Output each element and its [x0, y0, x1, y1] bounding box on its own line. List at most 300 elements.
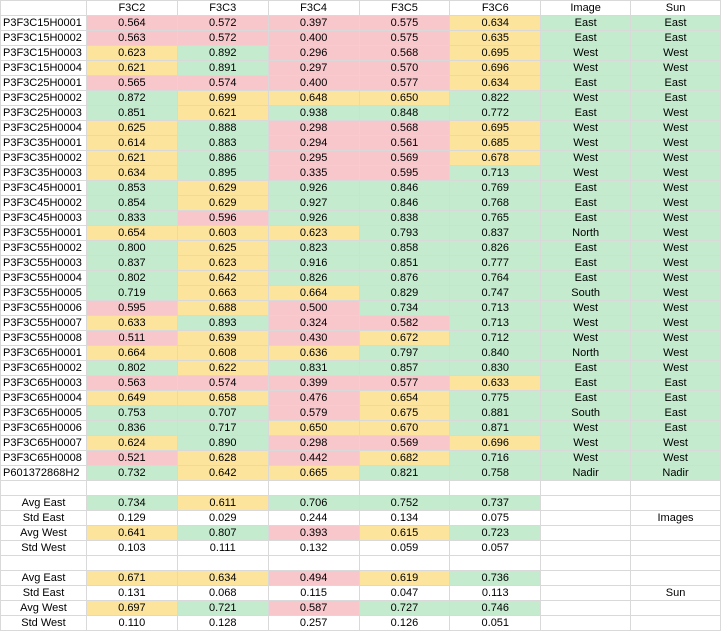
sun-cell[interactable]: West — [631, 211, 721, 226]
row-label-cell[interactable]: P3F3C65H0006 — [1, 421, 87, 436]
sun-cell[interactable]: East — [631, 421, 721, 436]
summary-value-cell[interactable]: 0.727 — [359, 601, 450, 616]
row-label-cell[interactable]: P3F3C35H0001 — [1, 136, 87, 151]
value-cell[interactable]: 0.854 — [86, 196, 177, 211]
value-cell[interactable]: 0.575 — [359, 16, 450, 31]
empty-cell[interactable] — [541, 481, 631, 496]
value-cell[interactable]: 0.678 — [450, 151, 541, 166]
value-cell[interactable]: 0.938 — [268, 106, 359, 121]
value-cell[interactable]: 0.895 — [177, 166, 268, 181]
value-cell[interactable]: 0.625 — [177, 241, 268, 256]
value-cell[interactable]: 0.642 — [177, 466, 268, 481]
row-label-cell[interactable]: P3F3C55H0001 — [1, 226, 87, 241]
sun-cell[interactable]: West — [631, 196, 721, 211]
value-cell[interactable]: 0.670 — [359, 421, 450, 436]
value-cell[interactable]: 0.886 — [177, 151, 268, 166]
value-cell[interactable]: 0.881 — [450, 406, 541, 421]
value-cell[interactable]: 0.695 — [450, 46, 541, 61]
sun-cell[interactable]: West — [631, 151, 721, 166]
image-cell[interactable]: West — [541, 151, 631, 166]
value-cell[interactable]: 0.772 — [450, 106, 541, 121]
value-cell[interactable]: 0.297 — [268, 61, 359, 76]
value-cell[interactable]: 0.642 — [177, 271, 268, 286]
value-cell[interactable]: 0.650 — [268, 421, 359, 436]
value-cell[interactable]: 0.335 — [268, 166, 359, 181]
value-cell[interactable]: 0.658 — [177, 391, 268, 406]
value-cell[interactable]: 0.572 — [177, 16, 268, 31]
empty-cell[interactable] — [450, 481, 541, 496]
image-cell[interactable]: East — [541, 376, 631, 391]
column-header-1[interactable]: F3C2 — [86, 1, 177, 16]
summary-value-cell[interactable]: 0.110 — [86, 616, 177, 631]
sun-cell[interactable]: West — [631, 136, 721, 151]
sun-cell[interactable]: East — [631, 16, 721, 31]
value-cell[interactable]: 0.765 — [450, 211, 541, 226]
summary-value-cell[interactable]: 0.111 — [177, 541, 268, 556]
value-cell[interactable]: 0.764 — [450, 271, 541, 286]
summary-value-cell[interactable]: 0.115 — [268, 586, 359, 601]
value-cell[interactable]: 0.621 — [177, 106, 268, 121]
image-cell[interactable]: West — [541, 121, 631, 136]
value-cell[interactable]: 0.629 — [177, 181, 268, 196]
sun-cell[interactable]: West — [631, 301, 721, 316]
value-cell[interactable]: 0.564 — [86, 16, 177, 31]
row-label-cell[interactable]: P3F3C65H0008 — [1, 451, 87, 466]
value-cell[interactable]: 0.654 — [359, 391, 450, 406]
sun-cell[interactable]: West — [631, 436, 721, 451]
value-cell[interactable]: 0.577 — [359, 76, 450, 91]
summary-value-cell[interactable]: 0.746 — [450, 601, 541, 616]
summary-value-cell[interactable]: 0.736 — [450, 571, 541, 586]
value-cell[interactable]: 0.846 — [359, 181, 450, 196]
empty-cell[interactable] — [541, 601, 631, 616]
empty-cell[interactable] — [631, 601, 721, 616]
summary-value-cell[interactable]: 0.131 — [86, 586, 177, 601]
value-cell[interactable]: 0.713 — [450, 316, 541, 331]
sun-cell[interactable]: West — [631, 256, 721, 271]
summary-value-cell[interactable]: 0.047 — [359, 586, 450, 601]
value-cell[interactable]: 0.629 — [177, 196, 268, 211]
row-label-cell[interactable]: P3F3C55H0003 — [1, 256, 87, 271]
row-label-cell[interactable]: P3F3C15H0003 — [1, 46, 87, 61]
empty-cell[interactable] — [86, 556, 177, 571]
row-label-cell[interactable]: P3F3C25H0002 — [1, 91, 87, 106]
value-cell[interactable]: 0.295 — [268, 151, 359, 166]
summary-value-cell[interactable]: 0.697 — [86, 601, 177, 616]
value-cell[interactable]: 0.574 — [177, 76, 268, 91]
value-cell[interactable]: 0.430 — [268, 331, 359, 346]
summary-value-cell[interactable]: 0.126 — [359, 616, 450, 631]
value-cell[interactable]: 0.821 — [359, 466, 450, 481]
value-cell[interactable]: 0.713 — [450, 166, 541, 181]
empty-cell[interactable] — [631, 571, 721, 586]
summary-value-cell[interactable]: 0.641 — [86, 526, 177, 541]
value-cell[interactable]: 0.734 — [359, 301, 450, 316]
sun-cell[interactable]: West — [631, 61, 721, 76]
sun-cell[interactable]: West — [631, 241, 721, 256]
sun-cell[interactable]: West — [631, 271, 721, 286]
empty-cell[interactable] — [541, 496, 631, 511]
value-cell[interactable]: 0.569 — [359, 436, 450, 451]
summary-value-cell[interactable]: 0.059 — [359, 541, 450, 556]
value-cell[interactable]: 0.837 — [86, 256, 177, 271]
image-cell[interactable]: East — [541, 256, 631, 271]
sun-cell[interactable]: East — [631, 76, 721, 91]
row-label-cell[interactable]: P601372868H2 — [1, 466, 87, 481]
empty-cell[interactable] — [541, 526, 631, 541]
sun-cell[interactable]: West — [631, 46, 721, 61]
row-label-cell[interactable]: P3F3C55H0002 — [1, 241, 87, 256]
value-cell[interactable]: 0.926 — [268, 211, 359, 226]
row-label-cell[interactable]: P3F3C55H0007 — [1, 316, 87, 331]
row-label-cell[interactable]: P3F3C65H0007 — [1, 436, 87, 451]
sun-cell[interactable]: East — [631, 406, 721, 421]
value-cell[interactable]: 0.621 — [86, 61, 177, 76]
summary-label-cell[interactable]: Std West — [1, 541, 87, 556]
value-cell[interactable]: 0.568 — [359, 46, 450, 61]
value-cell[interactable]: 0.663 — [177, 286, 268, 301]
value-cell[interactable]: 0.871 — [450, 421, 541, 436]
summary-group-label[interactable]: Sun — [631, 586, 721, 601]
value-cell[interactable]: 0.633 — [86, 316, 177, 331]
summary-value-cell[interactable]: 0.737 — [450, 496, 541, 511]
value-cell[interactable]: 0.563 — [86, 376, 177, 391]
image-cell[interactable]: East — [541, 76, 631, 91]
value-cell[interactable]: 0.664 — [268, 286, 359, 301]
value-cell[interactable]: 0.836 — [86, 421, 177, 436]
value-cell[interactable]: 0.696 — [450, 61, 541, 76]
image-cell[interactable]: West — [541, 451, 631, 466]
row-label-cell[interactable]: P3F3C65H0001 — [1, 346, 87, 361]
summary-value-cell[interactable]: 0.113 — [450, 586, 541, 601]
value-cell[interactable]: 0.399 — [268, 376, 359, 391]
image-cell[interactable]: East — [541, 211, 631, 226]
summary-label-cell[interactable]: Std East — [1, 586, 87, 601]
value-cell[interactable]: 0.682 — [359, 451, 450, 466]
value-cell[interactable]: 0.831 — [268, 361, 359, 376]
sun-cell[interactable]: West — [631, 451, 721, 466]
value-cell[interactable]: 0.927 — [268, 196, 359, 211]
row-label-cell[interactable]: P3F3C45H0001 — [1, 181, 87, 196]
value-cell[interactable]: 0.858 — [359, 241, 450, 256]
image-cell[interactable]: West — [541, 331, 631, 346]
summary-value-cell[interactable]: 0.752 — [359, 496, 450, 511]
image-cell[interactable]: West — [541, 136, 631, 151]
row-label-cell[interactable]: P3F3C55H0008 — [1, 331, 87, 346]
summary-value-cell[interactable]: 0.029 — [177, 511, 268, 526]
column-header-5[interactable]: F3C6 — [450, 1, 541, 16]
image-cell[interactable]: South — [541, 286, 631, 301]
summary-value-cell[interactable]: 0.634 — [177, 571, 268, 586]
row-label-cell[interactable]: P3F3C65H0005 — [1, 406, 87, 421]
value-cell[interactable]: 0.775 — [450, 391, 541, 406]
row-label-cell[interactable]: P3F3C15H0001 — [1, 16, 87, 31]
column-header-4[interactable]: F3C5 — [359, 1, 450, 16]
value-cell[interactable]: 0.696 — [450, 436, 541, 451]
value-cell[interactable]: 0.838 — [359, 211, 450, 226]
value-cell[interactable]: 0.649 — [86, 391, 177, 406]
sun-cell[interactable]: East — [631, 31, 721, 46]
empty-cell[interactable] — [268, 556, 359, 571]
value-cell[interactable]: 0.635 — [450, 31, 541, 46]
value-cell[interactable]: 0.833 — [86, 211, 177, 226]
value-cell[interactable]: 0.747 — [450, 286, 541, 301]
value-cell[interactable]: 0.298 — [268, 436, 359, 451]
summary-value-cell[interactable]: 0.723 — [450, 526, 541, 541]
value-cell[interactable]: 0.851 — [86, 106, 177, 121]
sun-cell[interactable]: West — [631, 121, 721, 136]
empty-cell[interactable] — [268, 481, 359, 496]
sun-cell[interactable]: East — [631, 391, 721, 406]
row-label-cell[interactable]: P3F3C35H0003 — [1, 166, 87, 181]
value-cell[interactable]: 0.654 — [86, 226, 177, 241]
value-cell[interactable]: 0.699 — [177, 91, 268, 106]
value-cell[interactable]: 0.768 — [450, 196, 541, 211]
value-cell[interactable]: 0.829 — [359, 286, 450, 301]
image-cell[interactable]: East — [541, 391, 631, 406]
summary-value-cell[interactable]: 0.257 — [268, 616, 359, 631]
value-cell[interactable]: 0.872 — [86, 91, 177, 106]
value-cell[interactable]: 0.822 — [450, 91, 541, 106]
row-label-cell[interactable]: P3F3C65H0003 — [1, 376, 87, 391]
value-cell[interactable]: 0.826 — [450, 241, 541, 256]
empty-cell[interactable] — [631, 616, 721, 631]
empty-cell[interactable] — [1, 481, 87, 496]
summary-value-cell[interactable]: 0.393 — [268, 526, 359, 541]
value-cell[interactable]: 0.572 — [177, 31, 268, 46]
value-cell[interactable]: 0.802 — [86, 271, 177, 286]
value-cell[interactable]: 0.563 — [86, 31, 177, 46]
summary-value-cell[interactable]: 0.706 — [268, 496, 359, 511]
empty-cell[interactable] — [359, 556, 450, 571]
row-label-cell[interactable]: P3F3C25H0004 — [1, 121, 87, 136]
image-cell[interactable]: West — [541, 301, 631, 316]
value-cell[interactable]: 0.298 — [268, 121, 359, 136]
value-cell[interactable]: 0.634 — [86, 166, 177, 181]
column-header-6[interactable]: Image — [541, 1, 631, 16]
image-cell[interactable]: East — [541, 271, 631, 286]
value-cell[interactable]: 0.568 — [359, 121, 450, 136]
summary-value-cell[interactable]: 0.103 — [86, 541, 177, 556]
image-cell[interactable]: West — [541, 421, 631, 436]
summary-value-cell[interactable]: 0.619 — [359, 571, 450, 586]
summary-label-cell[interactable]: Avg East — [1, 496, 87, 511]
row-label-cell[interactable]: P3F3C15H0004 — [1, 61, 87, 76]
summary-value-cell[interactable]: 0.615 — [359, 526, 450, 541]
value-cell[interactable]: 0.802 — [86, 361, 177, 376]
value-cell[interactable]: 0.926 — [268, 181, 359, 196]
value-cell[interactable]: 0.575 — [359, 31, 450, 46]
value-cell[interactable]: 0.732 — [86, 466, 177, 481]
sun-cell[interactable]: West — [631, 346, 721, 361]
value-cell[interactable]: 0.876 — [359, 271, 450, 286]
sun-cell[interactable]: West — [631, 181, 721, 196]
image-cell[interactable]: West — [541, 91, 631, 106]
value-cell[interactable]: 0.758 — [450, 466, 541, 481]
empty-cell[interactable] — [541, 586, 631, 601]
image-cell[interactable]: West — [541, 436, 631, 451]
value-cell[interactable]: 0.840 — [450, 346, 541, 361]
value-cell[interactable]: 0.823 — [268, 241, 359, 256]
value-cell[interactable]: 0.595 — [359, 166, 450, 181]
sun-cell[interactable]: West — [631, 166, 721, 181]
summary-value-cell[interactable]: 0.132 — [268, 541, 359, 556]
value-cell[interactable]: 0.603 — [177, 226, 268, 241]
row-label-cell[interactable]: P3F3C65H0002 — [1, 361, 87, 376]
summary-value-cell[interactable]: 0.129 — [86, 511, 177, 526]
value-cell[interactable]: 0.717 — [177, 421, 268, 436]
value-cell[interactable]: 0.324 — [268, 316, 359, 331]
summary-value-cell[interactable]: 0.587 — [268, 601, 359, 616]
value-cell[interactable]: 0.500 — [268, 301, 359, 316]
value-cell[interactable]: 0.777 — [450, 256, 541, 271]
summary-label-cell[interactable]: Avg East — [1, 571, 87, 586]
value-cell[interactable]: 0.892 — [177, 46, 268, 61]
row-label-cell[interactable]: P3F3C25H0003 — [1, 106, 87, 121]
column-header-3[interactable]: F3C4 — [268, 1, 359, 16]
value-cell[interactable]: 0.890 — [177, 436, 268, 451]
value-cell[interactable]: 0.633 — [450, 376, 541, 391]
empty-cell[interactable] — [541, 511, 631, 526]
empty-cell[interactable] — [541, 556, 631, 571]
summary-value-cell[interactable]: 0.611 — [177, 496, 268, 511]
image-cell[interactable]: North — [541, 226, 631, 241]
value-cell[interactable]: 0.623 — [268, 226, 359, 241]
value-cell[interactable]: 0.672 — [359, 331, 450, 346]
value-cell[interactable]: 0.675 — [359, 406, 450, 421]
value-cell[interactable]: 0.837 — [450, 226, 541, 241]
value-cell[interactable]: 0.570 — [359, 61, 450, 76]
value-cell[interactable]: 0.688 — [177, 301, 268, 316]
value-cell[interactable]: 0.624 — [86, 436, 177, 451]
empty-cell[interactable] — [541, 541, 631, 556]
value-cell[interactable]: 0.636 — [268, 346, 359, 361]
value-cell[interactable]: 0.830 — [450, 361, 541, 376]
sun-cell[interactable]: West — [631, 316, 721, 331]
value-cell[interactable]: 0.608 — [177, 346, 268, 361]
sun-cell[interactable]: West — [631, 106, 721, 121]
value-cell[interactable]: 0.623 — [86, 46, 177, 61]
value-cell[interactable]: 0.569 — [359, 151, 450, 166]
value-cell[interactable]: 0.476 — [268, 391, 359, 406]
image-cell[interactable]: East — [541, 31, 631, 46]
image-cell[interactable]: West — [541, 316, 631, 331]
value-cell[interactable]: 0.400 — [268, 31, 359, 46]
summary-label-cell[interactable]: Std West — [1, 616, 87, 631]
summary-group-label[interactable]: Images — [631, 511, 721, 526]
value-cell[interactable]: 0.577 — [359, 376, 450, 391]
value-cell[interactable]: 0.826 — [268, 271, 359, 286]
value-cell[interactable]: 0.800 — [86, 241, 177, 256]
value-cell[interactable]: 0.397 — [268, 16, 359, 31]
image-cell[interactable]: East — [541, 196, 631, 211]
value-cell[interactable]: 0.665 — [268, 466, 359, 481]
value-cell[interactable]: 0.639 — [177, 331, 268, 346]
row-label-cell[interactable]: P3F3C45H0003 — [1, 211, 87, 226]
summary-value-cell[interactable]: 0.671 — [86, 571, 177, 586]
image-cell[interactable]: East — [541, 16, 631, 31]
image-cell[interactable]: East — [541, 181, 631, 196]
value-cell[interactable]: 0.623 — [177, 256, 268, 271]
image-cell[interactable]: North — [541, 346, 631, 361]
value-cell[interactable]: 0.634 — [450, 76, 541, 91]
summary-value-cell[interactable]: 0.057 — [450, 541, 541, 556]
row-label-cell[interactable]: P3F3C35H0002 — [1, 151, 87, 166]
sun-cell[interactable]: East — [631, 376, 721, 391]
value-cell[interactable]: 0.719 — [86, 286, 177, 301]
value-cell[interactable]: 0.634 — [450, 16, 541, 31]
image-cell[interactable]: West — [541, 61, 631, 76]
sun-cell[interactable]: Nadir — [631, 466, 721, 481]
summary-value-cell[interactable]: 0.244 — [268, 511, 359, 526]
image-cell[interactable]: East — [541, 106, 631, 121]
value-cell[interactable]: 0.848 — [359, 106, 450, 121]
value-cell[interactable]: 0.521 — [86, 451, 177, 466]
empty-cell[interactable] — [177, 481, 268, 496]
value-cell[interactable]: 0.712 — [450, 331, 541, 346]
value-cell[interactable]: 0.650 — [359, 91, 450, 106]
value-cell[interactable]: 0.846 — [359, 196, 450, 211]
value-cell[interactable]: 0.769 — [450, 181, 541, 196]
summary-label-cell[interactable]: Avg West — [1, 526, 87, 541]
column-header-2[interactable]: F3C3 — [177, 1, 268, 16]
value-cell[interactable]: 0.851 — [359, 256, 450, 271]
image-cell[interactable]: South — [541, 406, 631, 421]
summary-value-cell[interactable]: 0.128 — [177, 616, 268, 631]
value-cell[interactable]: 0.595 — [86, 301, 177, 316]
sun-cell[interactable]: West — [631, 331, 721, 346]
row-label-cell[interactable]: P3F3C55H0005 — [1, 286, 87, 301]
sun-cell[interactable]: West — [631, 361, 721, 376]
image-cell[interactable]: East — [541, 241, 631, 256]
value-cell[interactable]: 0.713 — [450, 301, 541, 316]
summary-label-cell[interactable]: Std East — [1, 511, 87, 526]
value-cell[interactable]: 0.442 — [268, 451, 359, 466]
summary-value-cell[interactable]: 0.721 — [177, 601, 268, 616]
summary-value-cell[interactable]: 0.494 — [268, 571, 359, 586]
value-cell[interactable]: 0.891 — [177, 61, 268, 76]
empty-cell[interactable] — [631, 556, 721, 571]
value-cell[interactable]: 0.565 — [86, 76, 177, 91]
value-cell[interactable]: 0.561 — [359, 136, 450, 151]
value-cell[interactable]: 0.574 — [177, 376, 268, 391]
value-cell[interactable]: 0.797 — [359, 346, 450, 361]
empty-cell[interactable] — [631, 481, 721, 496]
value-cell[interactable]: 0.888 — [177, 121, 268, 136]
sun-cell[interactable]: West — [631, 286, 721, 301]
image-cell[interactable]: East — [541, 361, 631, 376]
value-cell[interactable]: 0.294 — [268, 136, 359, 151]
empty-cell[interactable] — [631, 496, 721, 511]
image-cell[interactable]: West — [541, 46, 631, 61]
value-cell[interactable]: 0.893 — [177, 316, 268, 331]
value-cell[interactable]: 0.707 — [177, 406, 268, 421]
summary-value-cell[interactable]: 0.134 — [359, 511, 450, 526]
value-cell[interactable]: 0.614 — [86, 136, 177, 151]
empty-cell[interactable] — [541, 616, 631, 631]
empty-cell[interactable] — [450, 556, 541, 571]
value-cell[interactable]: 0.625 — [86, 121, 177, 136]
row-label-cell[interactable]: P3F3C65H0004 — [1, 391, 87, 406]
value-cell[interactable]: 0.622 — [177, 361, 268, 376]
empty-cell[interactable] — [86, 481, 177, 496]
summary-value-cell[interactable]: 0.807 — [177, 526, 268, 541]
summary-label-cell[interactable]: Avg West — [1, 601, 87, 616]
empty-cell[interactable] — [359, 481, 450, 496]
value-cell[interactable]: 0.296 — [268, 46, 359, 61]
empty-cell[interactable] — [631, 526, 721, 541]
value-cell[interactable]: 0.596 — [177, 211, 268, 226]
